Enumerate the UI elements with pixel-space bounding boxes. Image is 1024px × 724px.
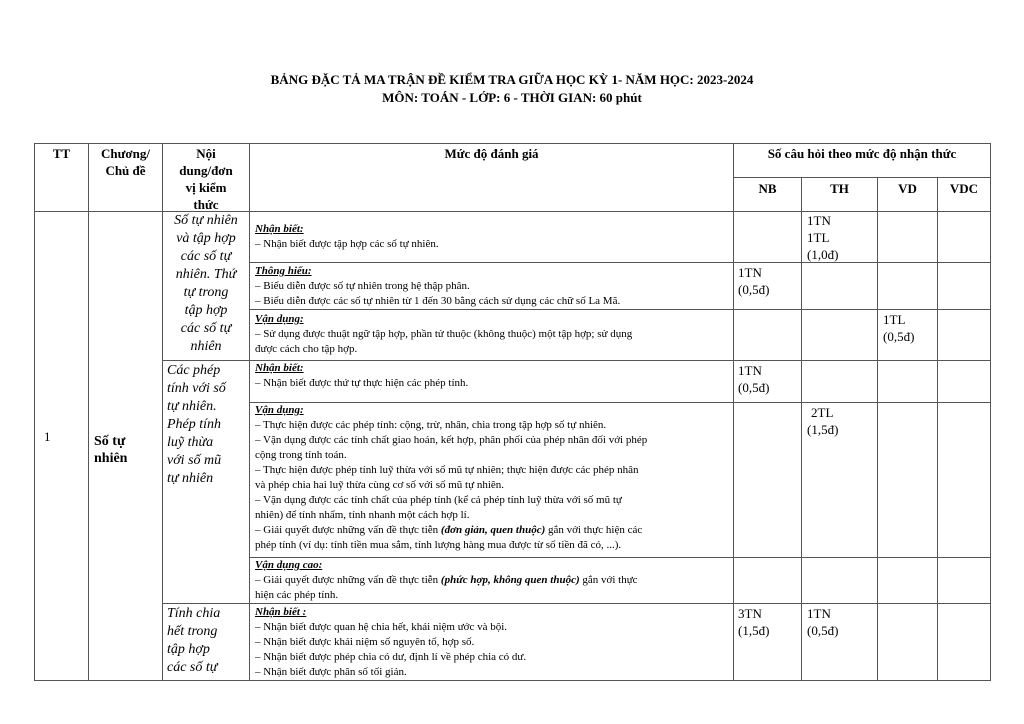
- count-line: (0,5đ): [738, 282, 770, 297]
- criteria-line: – Sử dụng được thuật ngữ tập hợp, phần tử thuộc (không thuộc) một tập hợp; sử dụng: [255, 328, 633, 340]
- cell-nb-r5: [733, 402, 802, 558]
- header-noidung-line3: vị kiểm: [185, 180, 227, 195]
- count-r1-th: [807, 212, 838, 263]
- cell-vd-r7: [877, 603, 938, 681]
- header-chuong: [88, 145, 163, 179]
- count-line: (0,5đ): [738, 380, 770, 395]
- criteria-line: – Thực hiện được các phép tính: cộng, trừ, nhân, chia trong tập hợp số tự nhiên.: [255, 419, 607, 431]
- cell-nb-r1: [733, 211, 802, 263]
- count-line: 1TN: [807, 606, 831, 621]
- cell-vdc-r2: [937, 262, 991, 310]
- cell-vdc-r3: [937, 309, 991, 361]
- unit-2-name: [167, 362, 249, 488]
- unit-1-line: các số tự: [180, 321, 232, 336]
- header-nb: NB: [758, 181, 777, 196]
- cell-vd-r5: [877, 402, 938, 558]
- cell-th-r2: [801, 262, 878, 310]
- header-tt: TT: [52, 146, 71, 161]
- criteria-text: – Giải quyết được những vấn đề thực tiễn: [255, 574, 441, 586]
- unit-2-line: tự nhiên.: [167, 399, 217, 414]
- count-r7-th: [807, 605, 838, 639]
- unit-1-line: nhiên: [190, 339, 222, 354]
- chapter-number: 1: [44, 429, 51, 444]
- criteria-line: [255, 573, 638, 588]
- criteria-line: – Vận dụng được các tính chất của phép tính (kể cả phép tính luỹ thừa với số mũ tự: [255, 494, 622, 506]
- cell-nb-r3: [733, 309, 802, 361]
- count-r3-vd: [883, 311, 914, 345]
- count-line: (0,5đ): [807, 623, 839, 638]
- unit-1-line: Số tự nhiên: [174, 213, 238, 228]
- criteria-r4: [255, 361, 468, 391]
- criteria-emphasis: (phức hợp, không quen thuộc): [440, 574, 580, 586]
- header-noidung-line2: dung/đơn: [179, 163, 233, 178]
- criteria-line: – Nhận biết được khái niệm số nguyên tố, hợp số.: [255, 636, 475, 648]
- cell-th-r4: [801, 360, 878, 403]
- cell-vdc-r7: [937, 603, 991, 681]
- count-r4-nb: [738, 362, 769, 396]
- criteria-line: [255, 523, 647, 538]
- unit-1-line: nhiên. Thứ: [175, 267, 237, 282]
- header-vdc: VDC: [949, 181, 979, 196]
- criteria-heading: Vận dụng:: [255, 404, 304, 416]
- unit-2-line: Phép tính: [167, 417, 222, 432]
- criteria-line: cộng trong tính toán.: [255, 449, 347, 461]
- header-mucdo: Mức độ đánh giá: [444, 146, 539, 161]
- header-noidung: [162, 145, 250, 213]
- criteria-r5: [255, 403, 647, 553]
- header-noidung-line4: thức: [193, 197, 219, 212]
- unit-1-line: các số tự: [180, 249, 232, 264]
- count-line: (1,5đ): [807, 422, 839, 437]
- unit-2-line: tự nhiên: [167, 471, 214, 486]
- criteria-line: – Nhận biết được quan hệ chia hết, khái niệm ước và bội.: [255, 621, 508, 633]
- count-r7-nb: [738, 605, 769, 639]
- criteria-line: – Nhận biết được phép chia có dư, định lí về phép chia có dư.: [255, 651, 527, 663]
- count-line: (0,5đ): [883, 329, 915, 344]
- criteria-r2: [255, 264, 620, 309]
- criteria-line: – Nhận biết được tập hợp các số tự nhiên.: [255, 238, 439, 250]
- count-line: 1TL: [807, 230, 830, 245]
- criteria-heading: Nhận biết :: [255, 606, 307, 618]
- header-chuong-line1: Chương/: [101, 146, 150, 161]
- unit-2-line: với số mũ: [167, 453, 222, 468]
- unit-3-line: các số tự: [167, 660, 218, 675]
- criteria-line: nhiên) để tính nhẩm, tính nhanh một cách hợp lí.: [255, 509, 470, 521]
- criteria-text: gắn với thực: [579, 574, 638, 586]
- cell-vd-r6: [877, 557, 938, 604]
- header-socau: Số câu hỏi theo mức độ nhận thức: [767, 146, 957, 161]
- criteria-line: – Thực hiện được phép tính luỹ thừa với số mũ tự nhiên; thực hiện được các phép nhân: [255, 464, 639, 476]
- cell-vdc-r5: [937, 402, 991, 558]
- cell-th-r6: [801, 557, 878, 604]
- count-line: 3TN: [738, 606, 762, 621]
- header-chuong-line2: Chủ đề: [105, 163, 146, 178]
- count-r2-nb: [738, 264, 769, 298]
- chapter-name-line2: nhiên: [94, 451, 128, 466]
- count-line: (1,0đ): [807, 247, 839, 262]
- unit-1-name: [162, 212, 250, 356]
- unit-2-line: tính với số: [167, 381, 226, 396]
- criteria-heading: Thông hiểu:: [255, 265, 312, 277]
- count-line: 1TN: [738, 363, 762, 378]
- cell-vd-r2: [877, 262, 938, 310]
- criteria-heading: Nhận biết:: [255, 362, 304, 374]
- criteria-line: – Biểu diễn được các số tự nhiên từ 1 đến 30 bằng cách sử dụng các chữ số La Mã.: [255, 295, 621, 307]
- count-line: 1TL: [883, 312, 906, 327]
- criteria-line: và phép chia hai luỹ thừa cùng cơ số với số mũ tự nhiên.: [255, 479, 505, 491]
- document-title: BẢNG ĐẶC TẢ MA TRẬN ĐỀ KIỂM TRA GIỮA HỌC KỲ 1- NĂM HỌC: 2023-2024: [270, 72, 754, 87]
- criteria-line: – Biểu diễn được số tự nhiên trong hệ thập phân.: [255, 280, 470, 292]
- criteria-r3: [255, 312, 632, 357]
- criteria-line: – Nhận biết được phân số tối giản.: [255, 666, 407, 678]
- criteria-line: hiện các phép tính.: [255, 589, 339, 601]
- unit-1-line: tự trong: [183, 285, 229, 300]
- unit-1-line: tập hợp: [184, 303, 228, 318]
- unit-3-line: Tính chia: [167, 606, 221, 621]
- header-vd: VD: [898, 181, 917, 196]
- criteria-heading: Nhận biết:: [255, 223, 304, 235]
- count-line: 1TN: [807, 213, 831, 228]
- criteria-emphasis: (đơn giản, quen thuộc): [440, 524, 546, 536]
- unit-3-name: [167, 605, 249, 677]
- cell-tt-1: [34, 211, 89, 681]
- cell-nb-r6: [733, 557, 802, 604]
- chapter-name: [94, 433, 127, 467]
- criteria-text: gắn với thực hiện các: [545, 524, 643, 536]
- count-line: 1TN: [738, 265, 762, 280]
- criteria-heading: Vận dụng cao:: [255, 559, 323, 571]
- count-line: (1,5đ): [738, 623, 770, 638]
- chapter-name-line1: Số tự: [94, 434, 126, 449]
- cell-vdc-r1: [937, 211, 991, 263]
- unit-3-line: tập hợp: [167, 642, 210, 657]
- criteria-line: – Nhận biết được thứ tự thực hiện các phép tính.: [255, 377, 469, 389]
- criteria-line: được cách cho tập hợp.: [255, 343, 358, 355]
- cell-vd-r1: [877, 211, 938, 263]
- count-r5-th: [807, 404, 838, 438]
- criteria-r6: [255, 558, 638, 603]
- criteria-heading: Vận dụng:: [255, 313, 304, 325]
- criteria-line: phép tính (ví dụ: tính tiền mua sắm, tính lượng hàng mua được từ số tiền đã có, ...).: [255, 539, 622, 551]
- criteria-r7: [255, 605, 526, 680]
- header-noidung-line1: Nội: [196, 146, 216, 161]
- count-line: 2TL: [811, 405, 834, 420]
- cell-vd-r4: [877, 360, 938, 403]
- cell-vdc-r4: [937, 360, 991, 403]
- unit-1-line: và tập hợp: [176, 231, 236, 246]
- document-subtitle: MÔN: TOÁN - LỚP: 6 - THỜI GIAN: 60 phút: [382, 90, 642, 105]
- criteria-line: – Vận dụng được các tính chất giao hoán, kết hợp, phân phối của phép nhân đối với phép: [255, 434, 648, 446]
- header-th: TH: [830, 181, 849, 196]
- unit-2-line: luỹ thừa: [167, 435, 214, 450]
- criteria-r1: [255, 222, 439, 252]
- unit-3-line: hết trong: [167, 624, 218, 639]
- cell-vdc-r6: [937, 557, 991, 604]
- cell-th-r3: [801, 309, 878, 361]
- unit-2-line: Các phép: [167, 363, 221, 378]
- criteria-text: – Giải quyết được những vấn đề thực tiễn: [255, 524, 441, 536]
